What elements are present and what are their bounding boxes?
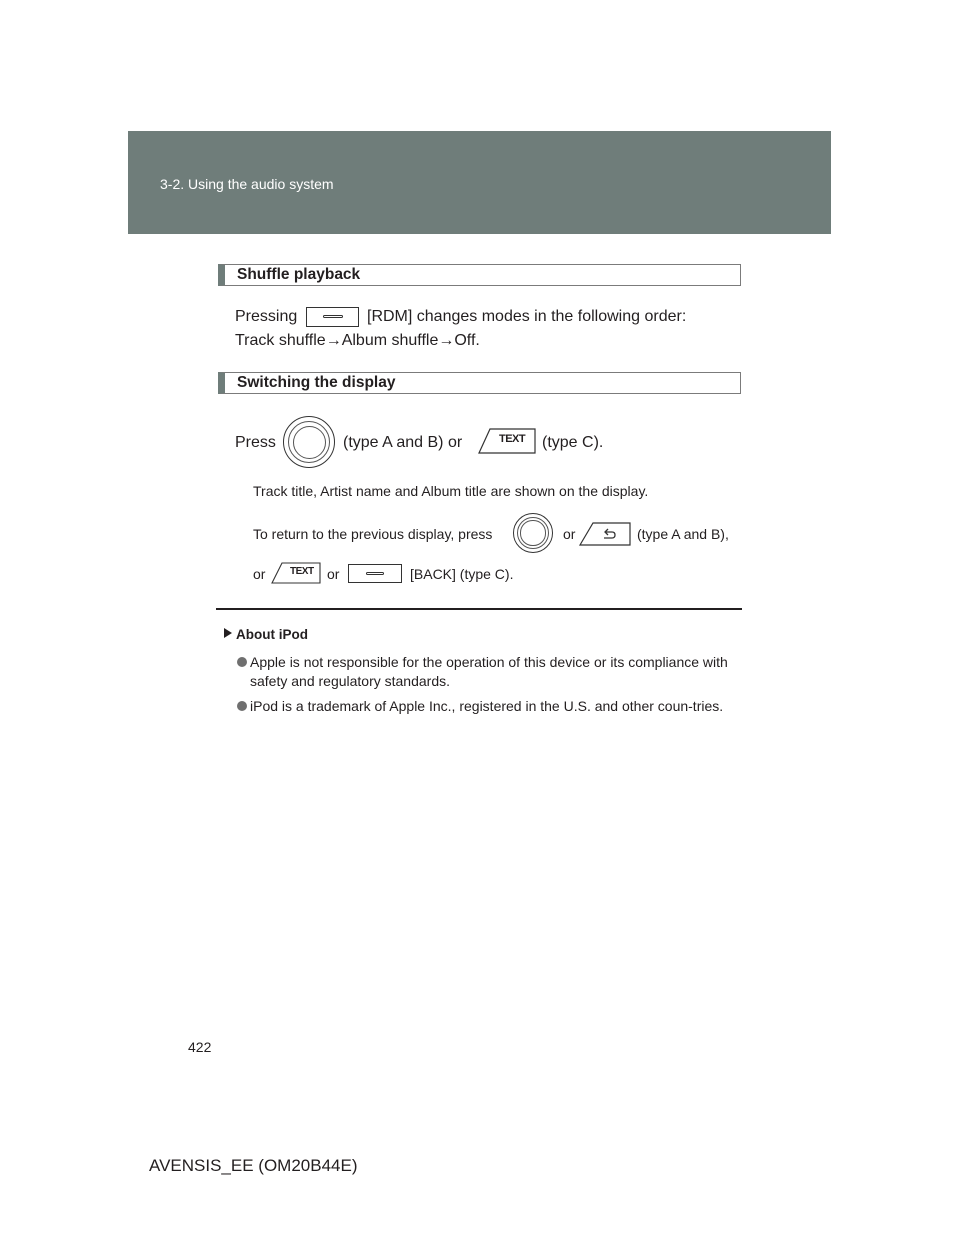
display-text-press: Press — [235, 434, 276, 451]
display-text-typec: (type C). — [542, 434, 604, 451]
section-heading-shuffle — [218, 264, 741, 286]
note-bullet-text: Apple is not responsible for the operation of this device or its compliance with safety and regulatory standards. — [250, 654, 728, 689]
note-bullet-text: iPod is a trademark of Apple Inc., registered in the U.S. and other coun-tries. — [250, 698, 724, 714]
section-heading-display — [218, 372, 741, 394]
bullet-dot-icon — [237, 701, 247, 711]
text-button-small-icon — [271, 562, 321, 584]
note-title-text: About iPod — [236, 627, 308, 642]
back-button-icon — [348, 564, 402, 583]
tune-knob-small-icon — [513, 513, 553, 553]
rdm-button-icon — [306, 307, 359, 327]
text-button-label: TEXT — [499, 433, 526, 445]
back-arrow-button-icon — [579, 522, 631, 546]
return-text-or1: or — [563, 526, 576, 542]
note-title — [224, 627, 308, 642]
display-text-typeab: (type A and B) or — [343, 434, 463, 451]
note-bullet — [237, 653, 742, 691]
display-info-text: Track title, Artist name and Album title are shown on the display. — [253, 483, 649, 499]
tune-knob-icon — [283, 416, 335, 468]
shuffle-mode-order: Track shuffle→Album shuffle→Off. — [235, 332, 480, 349]
document-footer: AVENSIS_EE (OM20B44E) — [149, 1156, 358, 1175]
return-text-or3: or — [327, 566, 340, 582]
bullet-dot-icon — [237, 657, 247, 667]
note-bullet — [237, 697, 742, 716]
return-text-typeab: (type A and B), — [637, 526, 729, 542]
page-number: 422 — [188, 1039, 212, 1055]
section-title-shuffle: Shuffle playback — [237, 266, 361, 283]
shuffle-text-pressing: Pressing — [235, 308, 298, 325]
section-title-display: Switching the display — [237, 374, 396, 391]
return-text: To return to the previous display, press — [253, 526, 493, 542]
return-text-or2: or — [253, 566, 266, 582]
chapter-section-title: 3-2. Using the audio system — [160, 176, 334, 192]
text-button-small-label: TEXT — [290, 566, 314, 577]
triangle-bullet-icon — [224, 628, 232, 638]
text-button-icon — [478, 428, 536, 454]
section-divider — [216, 608, 742, 610]
shuffle-text-order: [RDM] changes modes in the following order: — [367, 308, 687, 325]
return-text-back: [BACK] (type C). — [410, 566, 514, 582]
